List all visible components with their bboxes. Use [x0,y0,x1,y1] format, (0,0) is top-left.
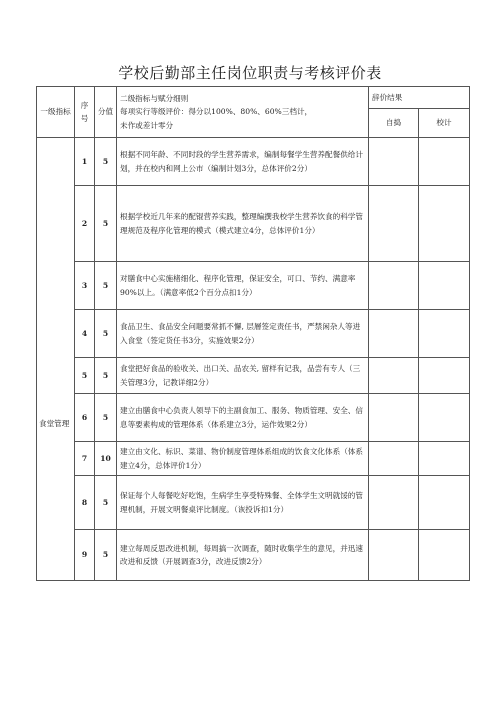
row-self-eval-cell[interactable] [369,530,419,581]
row-school-eval-cell[interactable] [419,262,470,310]
header-school-eval: 校计 [419,109,470,138]
row-criteria: 对膳食中心实施楮细化、程序化管理，保证安全，可口、节约、满意率90%以上。（满意率低2个百分点扣1分） [117,262,369,310]
row-school-eval-cell[interactable] [419,310,470,358]
header-result: 辞价结果 [369,87,470,109]
table-row [37,138,470,186]
header-secondary-line2: 每项实行等级评价：得分以100%、80%、60%三档计， [120,107,313,117]
header-secondary-line1: 二级指标与赋分细则 [120,94,189,104]
header-self-eval: 自捣 [369,109,419,138]
header-secondary-indicator [117,87,369,138]
table-row [37,476,470,530]
row-self-eval-cell[interactable] [369,394,419,442]
row-school-eval-cell[interactable] [419,476,470,530]
table-row [37,394,470,442]
row-school-eval-cell[interactable] [419,530,470,581]
row-seq: 4 [75,310,95,358]
table-row [37,262,470,310]
row-school-eval-cell[interactable] [419,186,470,262]
row-seq: 5 [75,358,95,394]
row-seq: 7 [75,442,95,476]
row-score: 5 [95,138,117,186]
header-primary-indicator: 一级指标 [37,87,75,138]
row-self-eval-cell[interactable] [369,138,419,186]
page-title: 学校后勤部主任岗位职责与考核评价表 [118,64,382,82]
row-school-eval-cell[interactable] [419,394,470,442]
row-criteria: 根据不同年龄、不同时段的学生营养需求，编制每餐学生营养配餐供给计划，并在校内和网上公市（编制计划3分，总体评价2分） [117,138,369,186]
row-score: 5 [95,358,117,394]
table-row [37,310,470,358]
row-score: 5 [95,394,117,442]
table-row [37,530,470,581]
row-seq: 9 [75,530,95,581]
header-score: 分值 [95,87,117,138]
category-cell: 食堂管理 [37,138,75,581]
row-self-eval-cell[interactable] [369,476,419,530]
row-criteria: 食堂把好食品的验收关、出口关、品农关, 留样有记我，品尝有专人（三关管理3分，记教详细2分） [117,358,369,394]
header-row [37,87,470,109]
row-school-eval-cell[interactable] [419,358,470,394]
row-seq: 6 [75,394,95,442]
row-self-eval-cell[interactable] [369,358,419,394]
header-secondary-line3: 未作或差计零分 [120,120,174,130]
row-school-eval-cell[interactable] [419,442,470,476]
table-row [37,358,470,394]
table-row [37,442,470,476]
row-school-eval-cell[interactable] [419,138,470,186]
row-score: 5 [95,262,117,310]
row-criteria: 建立由膳食中心负责人领导下的主副食加工、服务、物质管理、安全、信息等要素构成的管理体系（体系建立3分，运作效果2分） [117,394,369,442]
row-criteria: 根据学校近几年来的配锟营养实践，整理编撰我校学生营养饮食的科学管理规范及程序化管理的模式（模式建立4分，总体评价1分） [117,186,369,262]
row-seq: 8 [75,476,95,530]
row-self-eval-cell[interactable] [369,186,419,262]
row-criteria: 建立每周反思改进机制，每周搞一次调查，随时收集学生的意见，并迅速改进和反馈（开展调查3分，改进反馈2分） [117,530,369,581]
row-self-eval-cell[interactable] [369,262,419,310]
row-score: 5 [95,530,117,581]
row-score: 10 [95,442,117,476]
row-score: 5 [95,310,117,358]
row-criteria: 食品卫生、食品安全问题要常抓不懈, 层層签定责任书，严禁闲杂人等进入食堂（签定货任书3分，实施效果2分） [117,310,369,358]
evaluation-table [36,86,470,581]
row-self-eval-cell[interactable] [369,310,419,358]
row-score: 5 [95,186,117,262]
row-criteria: 建立由文化、标识、菜谱、物价制度管理体系组成的饮食文化体系（体系建立4分，总体评价1分） [117,442,369,476]
table-row [37,186,470,262]
row-seq: 2 [75,186,95,262]
row-score: 5 [95,476,117,530]
row-self-eval-cell[interactable] [369,442,419,476]
row-criteria: 保证每个人每餐吃好吃饱，生病学生享受特殊餐、全体学生文明就馁的管理机制，开展文明餐桌评比制度。（诙投诉扣1分） [117,476,369,530]
row-seq: 3 [75,262,95,310]
row-seq: 1 [75,138,95,186]
header-seq: 序号 [75,87,95,138]
